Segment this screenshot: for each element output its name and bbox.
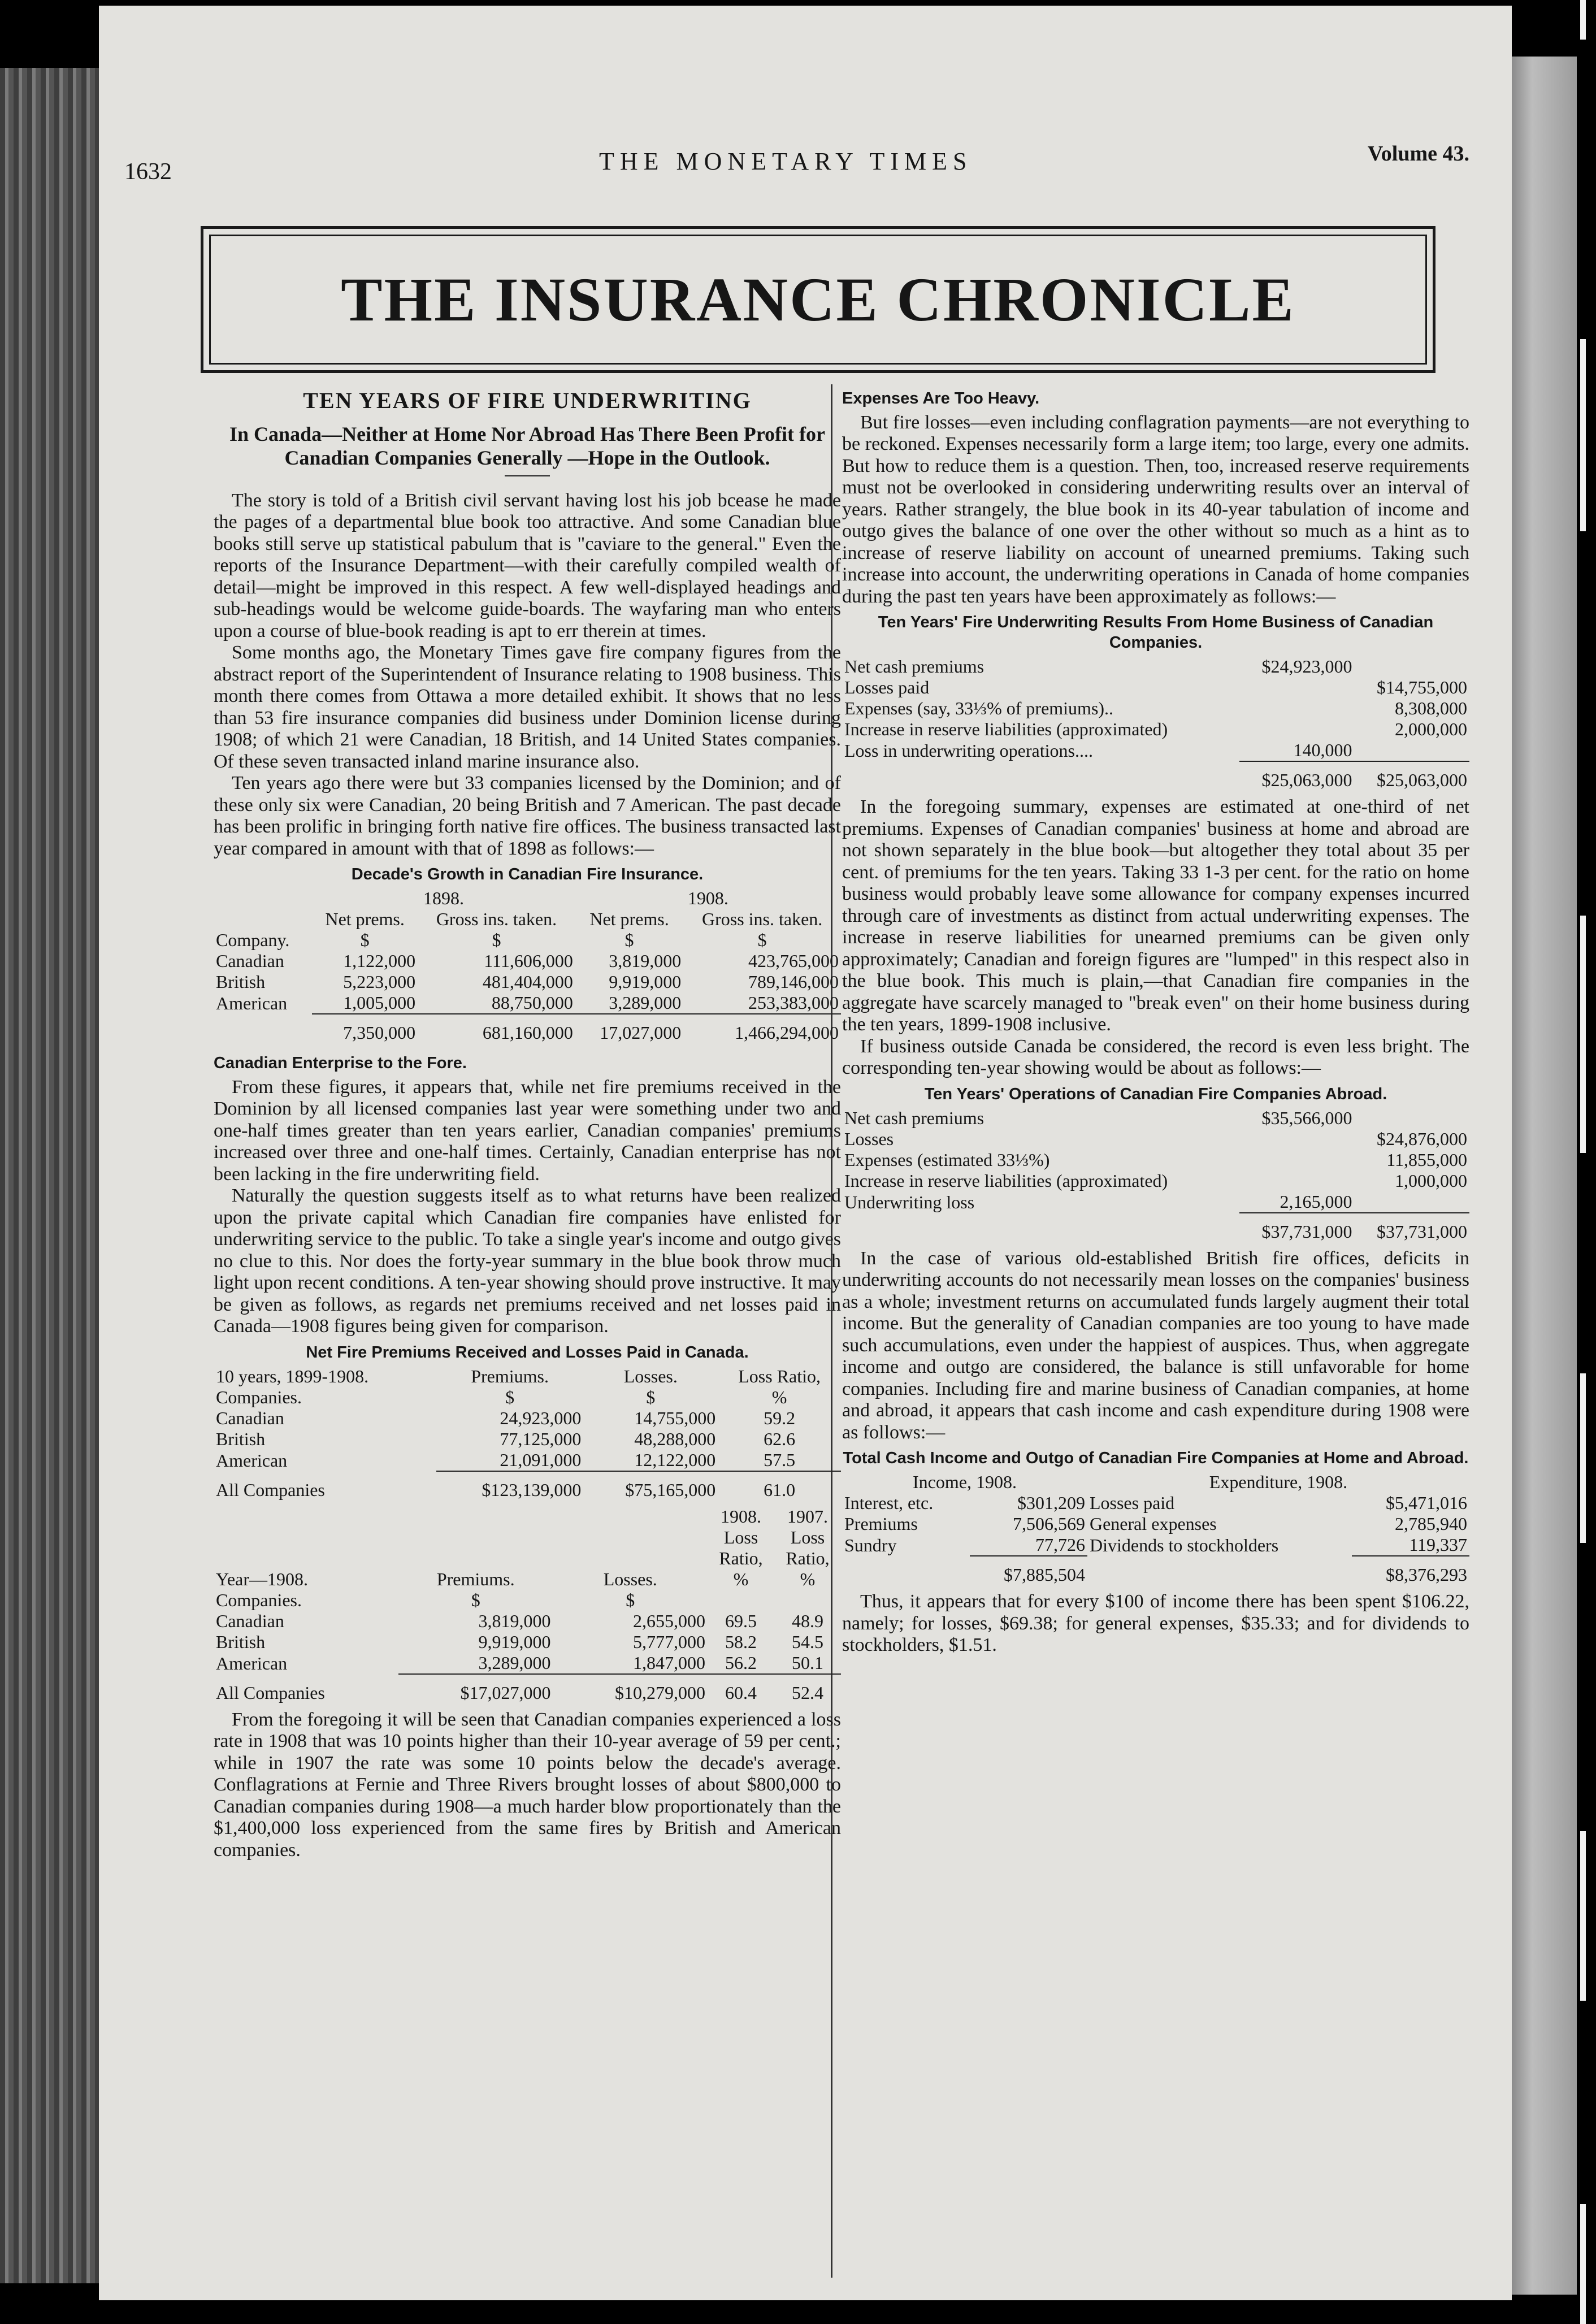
next-page-edge	[1512, 57, 1580, 2295]
cell: 21,091,000	[500, 1449, 582, 1470]
table-row	[842, 1170, 1469, 1191]
cell: 423,765,000	[748, 951, 839, 971]
cell: $24,876,000	[1377, 1128, 1467, 1149]
cell: $25,063,000	[1239, 761, 1355, 791]
scan-mark	[1580, 1373, 1586, 1543]
cell: 9,919,000	[478, 1631, 551, 1652]
column-header: 1908. Loss Ratio,	[719, 1506, 763, 1568]
column-header: Gross ins. taken.	[701, 909, 823, 929]
table-row	[214, 992, 841, 1014]
paragraph: From these figures, it appears that, while net fire premiums received in the Dominion by all licensed companies last year were something under two and one-half times greater than ten years earlier, Canadian companies' premiums increased over three and one-half times. Certainly, Canadian enterprise has not been lacking in the fire underwriting field.	[214, 1076, 841, 1185]
total-row	[842, 1556, 1469, 1585]
company-name: Canadian	[216, 1610, 284, 1631]
cell: 1,005,000	[343, 992, 416, 1013]
cell	[1239, 698, 1355, 719]
table-row	[842, 740, 1469, 761]
table-row	[842, 698, 1469, 719]
cell: 3,819,000	[478, 1610, 551, 1631]
cell: 119,337	[1409, 1534, 1467, 1555]
column-header: Premiums.	[436, 1568, 515, 1589]
table-row	[214, 1408, 841, 1429]
row-label: Increase in reserve liabilities (approximated)	[844, 1170, 1168, 1191]
company-name: Canadian	[216, 1407, 284, 1428]
cell: 61.0	[718, 1471, 841, 1501]
cell	[1354, 656, 1469, 677]
table-row	[842, 1493, 1469, 1514]
article-subhead: In Canada—Neither at Home Nor Abroad Has There Been Profit for Canadian Companies Generally —Hope in the Outlook.	[229, 422, 825, 469]
cell: $10,279,000	[553, 1674, 708, 1703]
year-1908-table	[214, 1506, 841, 1703]
cell: 2,655,000	[633, 1610, 705, 1631]
table-row	[842, 1129, 1469, 1150]
cell: 7,350,000	[312, 1014, 418, 1043]
abroad-table	[842, 1108, 1469, 1242]
cell: $8,376,293	[1352, 1556, 1469, 1585]
cell: 88,750,000	[491, 992, 573, 1013]
table-title: Decade's Growth in Canadian Fire Insurance.	[351, 865, 704, 883]
cell: 56.2	[725, 1652, 757, 1673]
scan-mark	[1580, 0, 1586, 40]
cell: $123,139,000	[436, 1471, 584, 1501]
cell: 57.5	[764, 1449, 796, 1470]
unit: $	[646, 1386, 656, 1407]
total-row	[842, 761, 1469, 791]
section-heading: Expenses Are Too Heavy.	[842, 389, 1040, 407]
column-header: Loss Ratio,	[738, 1365, 821, 1386]
cell: 1,000,000	[1395, 1170, 1467, 1191]
cell: 58.2	[725, 1631, 757, 1652]
table-title: Total Cash Income and Outgo of Canadian Fire Companies at Home and Abroad.	[843, 1449, 1469, 1467]
company-name: All Companies	[216, 1479, 325, 1500]
section-banner	[201, 226, 1435, 373]
scan-mark	[1580, 1831, 1586, 2001]
table-row	[214, 1611, 841, 1632]
table-row	[214, 1429, 841, 1450]
row-label: General expenses	[1089, 1514, 1217, 1534]
cell: $5,471,016	[1386, 1493, 1467, 1513]
company-name: American	[216, 993, 288, 1013]
table-row	[842, 1108, 1469, 1129]
scan-mark	[1580, 339, 1586, 531]
year-header: 1898.	[423, 888, 465, 908]
cell: 140,000	[1293, 740, 1352, 760]
cell: 77,726	[1035, 1534, 1085, 1555]
row-label: Net cash premiums	[844, 1107, 985, 1128]
unit: $	[360, 930, 370, 950]
unit: %	[800, 1568, 816, 1589]
unit: $	[626, 1589, 635, 1610]
cell: 48,288,000	[634, 1428, 716, 1449]
company-name: British	[216, 1631, 266, 1652]
cell: 12,122,000	[634, 1449, 716, 1470]
cell: 3,289,000	[478, 1652, 551, 1673]
table-row	[214, 1632, 841, 1653]
cell: $7,885,504	[970, 1556, 1087, 1585]
cell: 59.2	[764, 1407, 796, 1428]
unit: %	[733, 1568, 749, 1589]
scan-mark	[1580, 916, 1586, 1153]
column-header: Gross ins. taken.	[436, 909, 557, 929]
banner-title: THE INSURANCE CHRONICLE	[341, 265, 1295, 334]
cell: 111,606,000	[484, 951, 573, 971]
table-row	[842, 656, 1469, 677]
row-label-header: Company.	[216, 930, 290, 950]
cell: $75,165,000	[583, 1471, 718, 1501]
year-header: 1908.	[687, 888, 728, 908]
paragraph: If business outside Canada be considered, the record is even less bright. The corresponding ten-year showing would be about as follows:—	[842, 1035, 1469, 1078]
row-label: Losses paid	[844, 677, 930, 697]
company-name: Canadian	[216, 951, 284, 971]
cell: 1,466,294,000	[683, 1014, 841, 1043]
paragraph: Ten years ago there were but 33 companies licensed by the Dominion; and of these only six were Canadian, 20 being British and 7 American. The past decade has been prolific in bringing forth native fire offices. The business transacted last year compared in amount with that of 1898 as follows:—	[214, 773, 841, 859]
cell: 8,308,000	[1395, 698, 1467, 718]
cell: 5,223,000	[343, 972, 416, 992]
table-row	[214, 972, 841, 992]
book-spine	[0, 68, 99, 2283]
page-header	[124, 136, 1469, 192]
table-row	[842, 1191, 1469, 1213]
table-title: Ten Years' Operations of Canadian Fire Companies Abroad.	[924, 1085, 1387, 1103]
table-row	[842, 719, 1469, 740]
column-header: Losses.	[623, 1365, 678, 1386]
cell: 48.9	[792, 1610, 823, 1631]
paragraph: In the case of various old-established British fire offices, deficits in underwriting accounts do not necessarily mean losses on the companies' business as a whole; investment returns on accumulated funds largely augment their total income. But the generality of Canadian companies are too young to have made such accumulations, even under the happiest of auspices. Thus, when aggregate income and outgo are considered, the balance is still unfavorable for home companies. Including fire and marine business of Canadian companies, at home and abroad, it appears that cash income and cash expenditure during 1908 were as follows:—	[842, 1247, 1469, 1443]
row-label: Loss in underwriting operations....	[844, 740, 1093, 761]
cash-table	[842, 1472, 1469, 1585]
paragraph: Naturally the question suggests itself as to what returns have been realized upon the private capital which Canadian fire companies have enlisted for underwriting service to the public. To take a single year's income and outgo gives no clue to this. Nor does the forty-year summary in the blue book throw much light upon recent conditions. A ten-year showing should prove instructive. It may be given as follows, as regards net premiums received and net losses paid in Canada—1908 figures being given for comparison.	[214, 1185, 841, 1337]
row-label: Interest, etc.	[844, 1493, 934, 1513]
cell: 14,755,000	[634, 1407, 716, 1428]
cell: 9,919,000	[609, 972, 682, 992]
cell: $301,209	[1017, 1493, 1085, 1513]
row-label: Losses	[844, 1128, 894, 1149]
row-label: Sundry	[844, 1535, 897, 1555]
total-row	[214, 1471, 841, 1501]
cell	[1239, 719, 1355, 740]
cell: 253,383,000	[748, 992, 839, 1013]
cell: 2,165,000	[1280, 1191, 1352, 1212]
total-row	[214, 1014, 841, 1043]
cell: 50.1	[792, 1652, 823, 1673]
unit: $	[757, 930, 767, 950]
row-label-header: Companies.	[216, 1386, 302, 1407]
company-name: All Companies	[216, 1682, 325, 1703]
cell	[1239, 1150, 1355, 1170]
column-header: Income, 1908.	[913, 1472, 1017, 1492]
cell: 11,855,000	[1386, 1149, 1467, 1170]
cell: 62.6	[764, 1428, 796, 1449]
table-title: Ten Years' Fire Underwriting Results From Home Business of Canadian Companies.	[878, 613, 1434, 652]
row-label: Losses paid	[1089, 1493, 1175, 1513]
row-label: Underwriting loss	[844, 1191, 975, 1212]
rule	[505, 475, 550, 476]
company-name: American	[216, 1450, 288, 1471]
cell: 1,122,000	[343, 951, 416, 971]
row-label: Dividends to stockholders	[1089, 1535, 1279, 1555]
right-column	[842, 384, 1469, 1657]
cell: $37,731,000	[1354, 1213, 1469, 1242]
paragraph: In the foregoing summary, expenses are estimated at one-third of net premiums. Expenses of Canadian companies' business at home and abroad are not shown separately in the blue book—but altogether they total about 35 per cent. of premiums for the ten years. Taking 33 1-3 per cent. for the ratio on home business would probably leave some allowance for company expenses incurred through care of investments as distinct from actual underwriting expenses. The increase in reserve liabilities for unearned premiums can be given only approximately; Canadian and foreign figures are "lumped" in this respect also in the blue book. This much is plain,—that Canadian fire companies in the aggregate have scarcely managed to "break even" on their home business during the ten years, 1899-1908 inclusive.	[842, 796, 1469, 1035]
cell: $37,731,000	[1239, 1213, 1355, 1242]
table-row	[214, 1653, 841, 1674]
column-header: Net prems.	[589, 909, 669, 929]
row-label: Premiums	[844, 1514, 918, 1534]
cell: $17,027,000	[398, 1674, 553, 1703]
cell: 3,819,000	[609, 951, 682, 971]
cell: 2,785,940	[1395, 1514, 1467, 1534]
period-label: 10 years, 1899-1908.	[216, 1365, 369, 1386]
column-header: Premiums.	[471, 1365, 549, 1386]
paragraph: From the foregoing it will be seen that Canadian companies experienced a loss rate in 1908 that was 10 points higher than their 10-year average of 59 per cent.; while in 1907 the rate was some 10 points below the decade's average. Conflagrations at Fernie and Three Rivers brought losses of about $800,000 to Canadian companies during 1908—a much harder blow proportionately than the $1,400,000 loss experienced from the same fires by British and American companies.	[214, 1709, 841, 1861]
cell: $35,566,000	[1261, 1107, 1352, 1128]
total-row	[842, 1213, 1469, 1242]
row-label: Increase in reserve liabilities (approximated)	[844, 719, 1168, 739]
scan-margin	[1577, 0, 1596, 2324]
column-header: 1907. Loss Ratio,	[786, 1506, 830, 1568]
cell	[1354, 1108, 1469, 1129]
cell: 681,160,000	[418, 1014, 575, 1043]
period-label: Year—1908.	[216, 1568, 308, 1589]
volume-label: Volume 43.	[1367, 142, 1469, 166]
table-row	[214, 951, 841, 972]
table-row	[842, 1514, 1469, 1534]
company-name: American	[216, 1653, 288, 1673]
home-results-table	[842, 656, 1469, 791]
unit: $	[624, 930, 634, 950]
column-header: Losses.	[603, 1568, 657, 1589]
cell: 77,125,000	[500, 1428, 582, 1449]
table-row	[842, 677, 1469, 698]
cell: $24,923,000	[1261, 656, 1352, 677]
masthead: THE MONETARY TIMES	[599, 148, 973, 175]
cell: 481,404,000	[482, 972, 573, 992]
cell: 7,506,569	[1012, 1514, 1085, 1534]
column-header: Net prems.	[325, 909, 405, 929]
cell: 54.5	[792, 1631, 823, 1652]
section-heading: Canadian Enterprise to the Fore.	[214, 1054, 467, 1072]
row-label: Net cash premiums	[844, 656, 985, 677]
cell: 60.4	[708, 1674, 774, 1703]
unit: $	[505, 1386, 515, 1407]
cell: 5,777,000	[633, 1631, 705, 1652]
paragraph: The story is told of a British civil servant having lost his job bcease he made the pages of a departmental blue book too attractive. And some Canadian blue books still serve up statistical pabulum that is "caviare to the general." Even the reports of the Insurance Department—with their carefully compiled wealth of detail—might be improved in this respect. A few well-displayed headings and sub-headings would be welcome guide-boards. The wayfaring man who enters upon a course of blue-book reading is apt to err therein at times.	[214, 489, 841, 641]
cell: 17,027,000	[575, 1014, 683, 1043]
cell: 3,289,000	[609, 992, 682, 1013]
unit: %	[771, 1386, 787, 1407]
cell: $14,755,000	[1377, 677, 1467, 697]
scan-mark	[1580, 2204, 1586, 2324]
cell	[1239, 1170, 1355, 1191]
row-label-header: Companies.	[216, 1589, 302, 1610]
paragraph: But fire losses—even including conflagration payments—are not everything to be reckoned. Expenses necessarily form a large item; too large, every one admits. But how to reduce them is a question. Then, too, increased reserve requirements must not be overlooked in considering underwriting results over an interval of years. Rather strangely, the blue book in its 40-year tabulation of income and outgo gives the balance of one over the other without so much as a hint as to increase of reserve liability on account of unearned premiums. Taking such increase into account, the underwriting operations in Canada of home companies during the past ten years have been approximately as follows:—	[842, 411, 1469, 607]
banner-frame	[209, 235, 1427, 365]
cell: 69.5	[725, 1610, 757, 1631]
table-row	[842, 1534, 1469, 1556]
table-row	[842, 1150, 1469, 1170]
company-name: British	[216, 972, 266, 992]
growth-table	[214, 888, 841, 1043]
cell: 1,847,000	[633, 1652, 705, 1673]
paragraph: Thus, it appears that for every $100 of income there has been spent $106.22, namely; for losses, $69.38; for general expenses, $35.33; and for dividends to stockholders, $1.51.	[842, 1591, 1469, 1655]
cell: 2,000,000	[1395, 719, 1467, 739]
ten-year-table	[214, 1366, 841, 1501]
table-title: Net Fire Premiums Received and Losses Paid in Canada.	[306, 1343, 749, 1362]
cell: 789,146,000	[748, 972, 839, 992]
cell: 52.4	[774, 1674, 841, 1703]
cell	[1354, 740, 1469, 761]
paragraph: Some months ago, the Monetary Times gave fire company figures from the abstract report of the Superintendent of Insurance relating to 1908 business. This month there comes from Ottawa a more detailed exhibit. It shows that no less than 53 fire insurance companies did business under Dominion license during 1908; of which 21 were Canadian, 18 British, and 14 United States companies. Of these seven transacted inland marine insurance also.	[214, 642, 841, 772]
unit: $	[471, 1589, 480, 1610]
table-row	[214, 1450, 841, 1471]
unit: $	[492, 930, 501, 950]
cell	[1354, 1191, 1469, 1213]
cell	[1239, 677, 1355, 698]
company-name: British	[216, 1428, 266, 1449]
column-header: Expenditure, 1908.	[1209, 1472, 1348, 1492]
cell	[1239, 1129, 1355, 1150]
left-column	[214, 384, 841, 1861]
row-label: Expenses (say, 33⅓% of premiums)..	[844, 698, 1114, 718]
total-row	[214, 1674, 841, 1703]
article-title: TEN YEARS OF FIRE UNDERWRITING	[303, 388, 752, 413]
cell: 24,923,000	[500, 1407, 582, 1428]
page-number: 1632	[124, 159, 172, 185]
row-label: Expenses (estimated 33⅓%)	[844, 1149, 1050, 1170]
cell: $25,063,000	[1354, 761, 1469, 791]
